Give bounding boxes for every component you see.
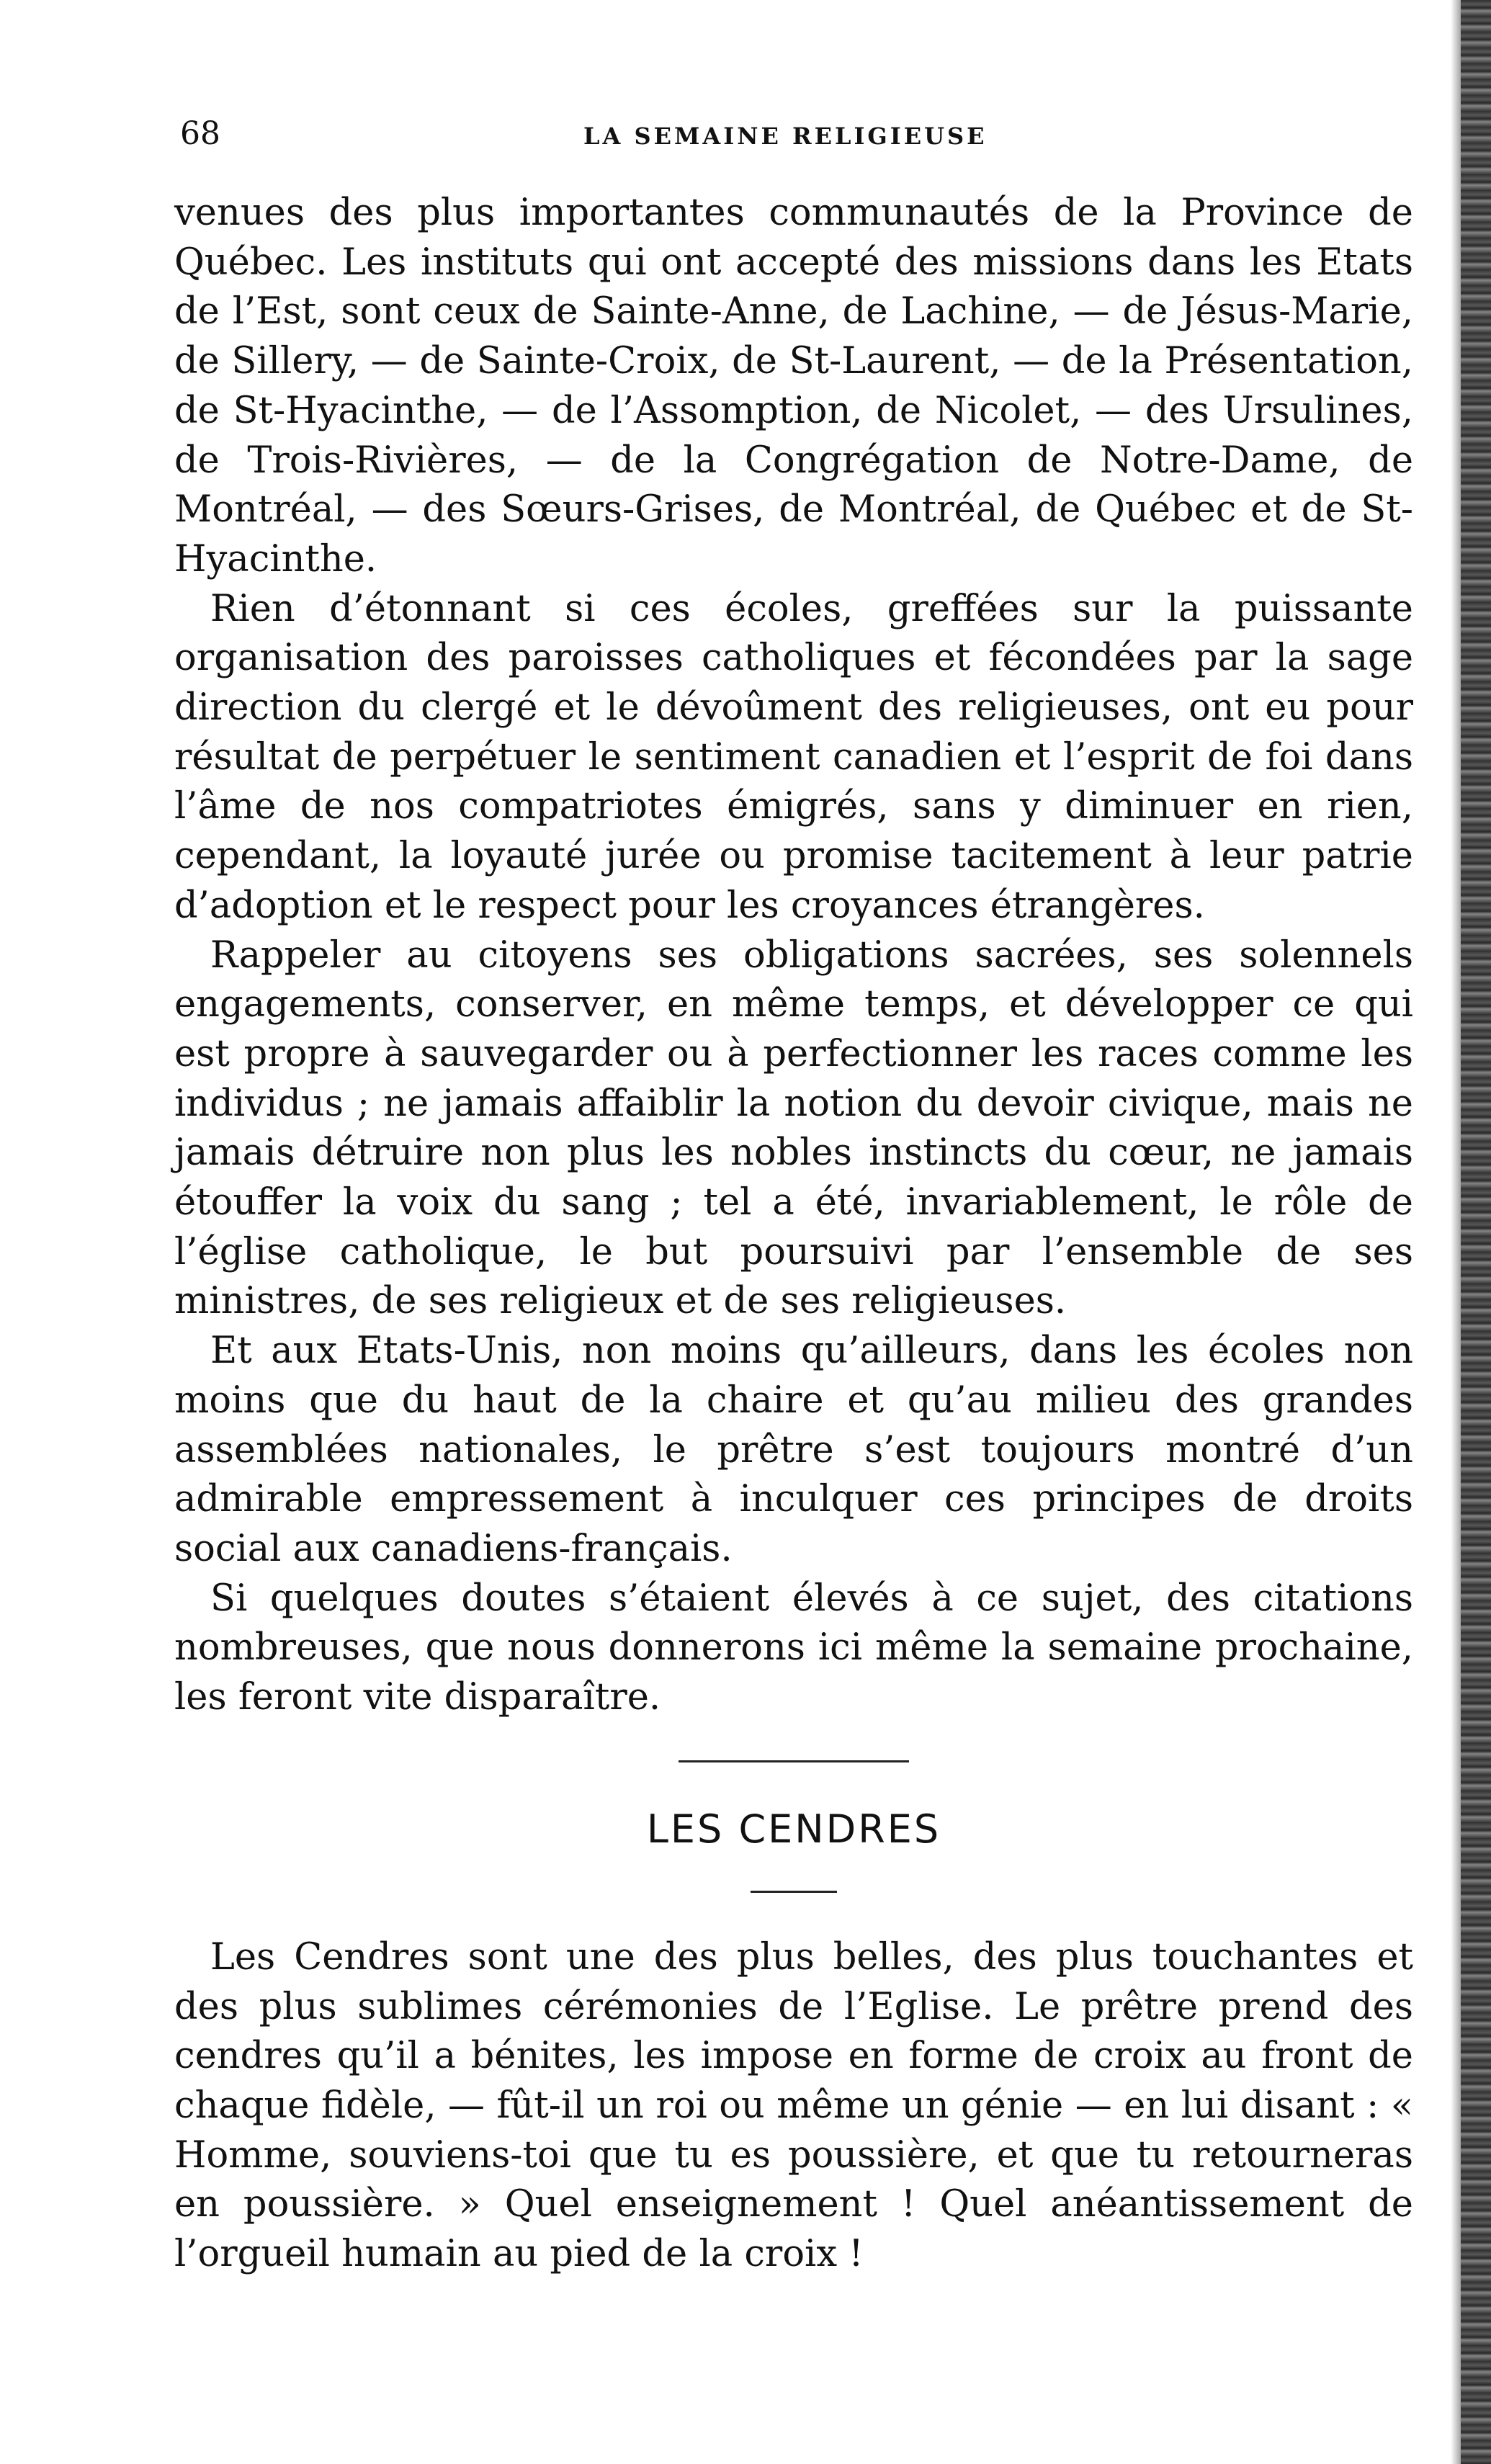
section-paragraph: Les Cendres sont une des plus belles, des plus touchantes et des plus sublimes cérémonies de l’Eglise. Le prêtre prend des cendres qu’il a bénites, les impose en forme de croix au front de chaque fidèle, — fût-il un roi ou même un génie — en lui disant : « Homme, souviens-toi que tu es poussière, et que tu retourneras en poussière. » Quel enseignement ! Quel anéantissement de l’orgueil humain au pied de la croix ! xyxy=(174,1935,1413,2276)
paragraph-2: Rien d’étonnant si ces écoles, greffées sur la puissante organisation des paroisses catholiques et fécondées par la sage direction du clergé et le dévoûment des religieuses, ont eu pour résultat de perpétuer le sentiment canadien et l’esprit de foi dans l’âme de nos compatriotes émigrés, sans y diminuer en rien, cependant, la loyauté jurée ou promise tacitement à leur patrie d’adoption et le respect pour les croyances étrangères. xyxy=(174,587,1413,927)
paragraph-5: Si quelques doutes s’étaient élevés à ce sujet, des citations nombreuses, que nous donnerons ici même la semaine prochaine, les feront vite disparaître. xyxy=(174,1577,1413,1719)
section-title: LES CENDRES xyxy=(646,1806,941,1852)
paragraph-1: venues des plus importantes communautés de la Province de Québec. Les instituts qui ont accepté des missions dans les Etats de l’Est, sont ceux de Sainte-Anne, de Lachine, — de Jésus-Marie, de Sillery, — de Sainte-Croix, de St-Laurent, — de la Présentation, de St-Hyacinthe, — de l’Assomption, de Nicolet, — des Ursulines, de Trois-Rivières, — de la Congrégation de Notre-Dame, de Montréal, — des Sœurs-Grises, de Montréal, de Québec et de St-Hyacinthe. xyxy=(174,192,1413,581)
section-divider xyxy=(679,1760,909,1762)
section-body xyxy=(174,1933,1413,2280)
scan-edge xyxy=(1461,0,1491,2464)
title-underline xyxy=(751,1891,837,1893)
page-header xyxy=(180,115,1412,158)
scan-edge-shadow xyxy=(1451,0,1461,2464)
page-content xyxy=(174,189,1413,2280)
running-title: LA SEMAINE RELIGIEUSE xyxy=(583,122,988,150)
page-number: 68 xyxy=(180,115,220,152)
paragraph-3: Rappeler au citoyens ses obligations sacrées, ses solennels engagements, conserver, en même temps, et développer ce qui est propre à sauvegarder ou à perfectionner les races comme les individus ; ne jamais affaiblir la notion du devoir civique, mais ne jamais détruire non plus les nobles instincts du cœur, ne jamais étouffer la voix du sang ; tel a été, invariablement, le rôle de l’église catholique, le but poursuivi par l’ensemble de ses ministres, de ses religieux et de ses religieuses. xyxy=(174,933,1413,1323)
paragraph-4: Et aux Etats-Unis, non moins qu’ailleurs, dans les écoles non moins que du haut de la chaire et qu’au milieu des grandes assemblées nationales, le prêtre s’est toujours montré d’un admirable empressement à inculquer ces principes de droits social aux canadiens-français. xyxy=(174,1330,1413,1570)
